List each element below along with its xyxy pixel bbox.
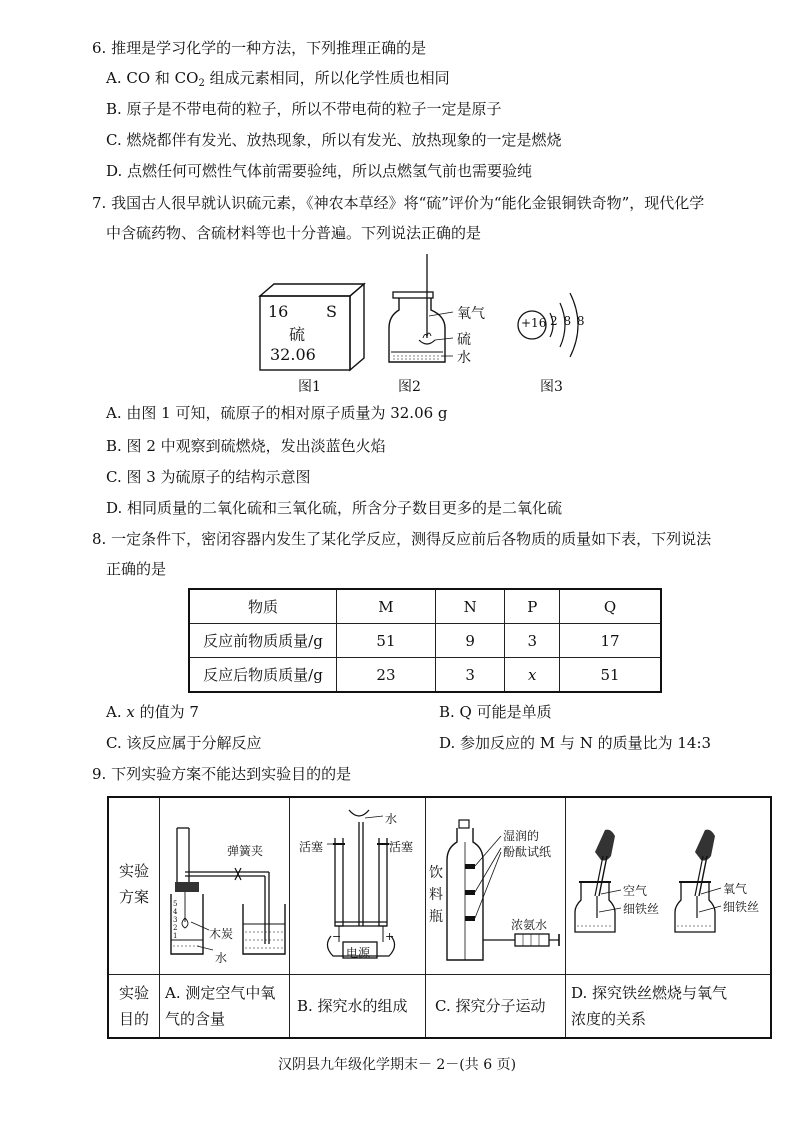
q9-exp-a-water-label: 水 bbox=[215, 951, 228, 965]
q9-exp-b-stopcock-left-label: 活塞 bbox=[299, 840, 324, 854]
q9-exp-b-water-label: 水 bbox=[385, 812, 398, 826]
q9-exp-b-stopcock-right-label: 活塞 bbox=[389, 840, 414, 854]
q7-figure1-element-name: 硫 bbox=[289, 325, 306, 344]
table-cell: 9 bbox=[435, 624, 505, 658]
table-row bbox=[189, 658, 661, 693]
q9-exp-c-paper-label: 湿润的 酚酞试纸 bbox=[503, 829, 552, 859]
q9-exp-d-oxygen-label: 氧气 bbox=[723, 882, 748, 896]
table-cell: 51 bbox=[337, 624, 436, 658]
q9-exp-d-air-label: 空气 bbox=[623, 884, 648, 898]
q9-exp-b-plus-sign: + bbox=[385, 930, 395, 943]
q9-exp-a-scale-marks: 5 4 3 2 1 bbox=[173, 900, 178, 940]
q7-figure1-atomic-mass: 32.06 bbox=[270, 345, 316, 364]
table-cell: 17 bbox=[560, 624, 661, 658]
q7-figure1-caption: 图1 bbox=[298, 379, 321, 395]
table-cell: 反应后物质质量/g bbox=[189, 658, 337, 693]
table-cell: 反应前物质质量/g bbox=[189, 624, 337, 658]
q9-exp-b-minus-sign: − bbox=[332, 930, 342, 943]
q6-option-c: C. 燃烧都伴有发光、放热现象，所以有发光、放热现象的一定是燃烧 bbox=[106, 131, 562, 149]
q7-figure2-oxygen-label: 氧气 bbox=[457, 306, 485, 322]
q6-option-d: D. 点燃任何可燃性气体前需要验纯，所以点燃氢气前也需要验纯 bbox=[106, 162, 533, 180]
q7-figure2-sulfur-label: 硫 bbox=[457, 332, 471, 348]
q9-exp-c-bottle-label: 饮 料 瓶 bbox=[429, 865, 443, 925]
q7-option-a: A. 由图 1 可知，硫原子的相对原子质量为 32.06 g bbox=[106, 404, 448, 422]
q7-figure3-nucleus-charge: +16 bbox=[521, 316, 547, 330]
page-footer: 汉阴县九年级化学期末－ 2－(共 6 页) bbox=[277, 1057, 517, 1073]
q7-option-c: C. 图 3 为硫原子的结构示意图 bbox=[106, 468, 311, 486]
q9-purpose-b: B. 探究水的组成 bbox=[297, 997, 408, 1015]
table-cell: 3 bbox=[435, 658, 505, 693]
q7-figure2-caption: 图2 bbox=[398, 379, 421, 395]
table-cell: 物质 bbox=[189, 589, 337, 624]
q8-option-a: A. x 的值为 7 bbox=[106, 703, 199, 721]
q7-option-b: B. 图 2 中观察到硫燃烧，发出淡蓝色火焰 bbox=[106, 437, 386, 455]
table-cell: x bbox=[505, 658, 560, 693]
table-cell: 3 bbox=[505, 624, 560, 658]
q7-figure2-water-label: 水 bbox=[457, 350, 471, 366]
q8-option-b: B. Q 可能是单质 bbox=[439, 703, 552, 721]
q9-purpose-a: A. 测定空气中氧 气的含量 bbox=[165, 984, 276, 1028]
q7-figure3-electron-shells: 2 8 8 bbox=[550, 314, 586, 328]
q9-exp-a-clip-label: 弹簧夹 bbox=[227, 844, 264, 858]
table-cell: M bbox=[337, 589, 436, 624]
q8-stem-line1: 8. 一定条件下，密闭容器内发生了某化学反应，测得反应前后各物质的质量如下表，下列说法 bbox=[92, 530, 712, 548]
table-cell: P bbox=[505, 589, 560, 624]
q6-stem: 6. 推理是学习化学的一种方法，下列推理正确的是 bbox=[92, 39, 427, 57]
table-cell: 51 bbox=[560, 658, 661, 693]
table-row bbox=[189, 589, 661, 624]
q7-figure1-atomic-number: 16 bbox=[268, 302, 289, 321]
q7-option-d: D. 相同质量的二氧化硫和三氧化硫，所含分子数目更多的是二氧化硫 bbox=[106, 499, 563, 517]
q7-figure3-caption: 图3 bbox=[540, 379, 563, 395]
q9-row1-label: 实验 方案 bbox=[119, 862, 150, 906]
q9-stem: 9. 下列实验方案不能达到实验目的的是 bbox=[92, 765, 352, 783]
q7-stem-line2: 中含硫药物、含硫材料等也十分普遍。下列说法正确的是 bbox=[106, 224, 482, 242]
q9-purpose-c: C. 探究分子运动 bbox=[435, 997, 546, 1015]
q7-stem-line1: 7. 我国古人很早就认识硫元素，《神农本草经》将“硫”评价为“能化金银铜铁奇物”，现代化学 bbox=[92, 194, 705, 212]
q8-option-d: D. 参加反应的 M 与 N 的质量比为 14:3 bbox=[439, 734, 712, 752]
table-cell: Q bbox=[560, 589, 661, 624]
q9-row2-label: 实验 目的 bbox=[119, 984, 150, 1028]
q8-mass-table bbox=[188, 588, 662, 693]
table-row bbox=[189, 624, 661, 658]
table-cell: 23 bbox=[337, 658, 436, 693]
q9-experiment-table bbox=[107, 796, 772, 1039]
q9-exp-a-apparatus bbox=[161, 818, 287, 968]
q7-figure1-symbol: S bbox=[326, 302, 337, 321]
q9-exp-d-wire1-label: 细铁丝 bbox=[623, 902, 660, 916]
q8-stem-line2: 正确的是 bbox=[106, 560, 167, 578]
q9-exp-c-ammonia-label: 浓氨水 bbox=[511, 918, 548, 932]
q8-option-c: C. 该反应属于分解反应 bbox=[106, 734, 262, 752]
table-cell: N bbox=[435, 589, 505, 624]
q9-exp-d-wire2-label: 细铁丝 bbox=[723, 900, 760, 914]
q7-figure2-combustion-bottle bbox=[385, 254, 455, 369]
q9-exp-a-charcoal-label: 木炭 bbox=[209, 927, 234, 941]
q6-option-a: A. CO 和 $CO_2$ 组成元素相同，所以化学性质也相同 bbox=[106, 69, 450, 89]
q9-exp-b-power-label: 电源 bbox=[346, 946, 371, 960]
q9-purpose-d: D. 探究铁丝燃烧与氧气 浓度的关系 bbox=[571, 984, 728, 1028]
q6-option-b: B. 原子是不带电荷的粒子，所以不带电荷的粒子一定是原子 bbox=[106, 100, 502, 118]
